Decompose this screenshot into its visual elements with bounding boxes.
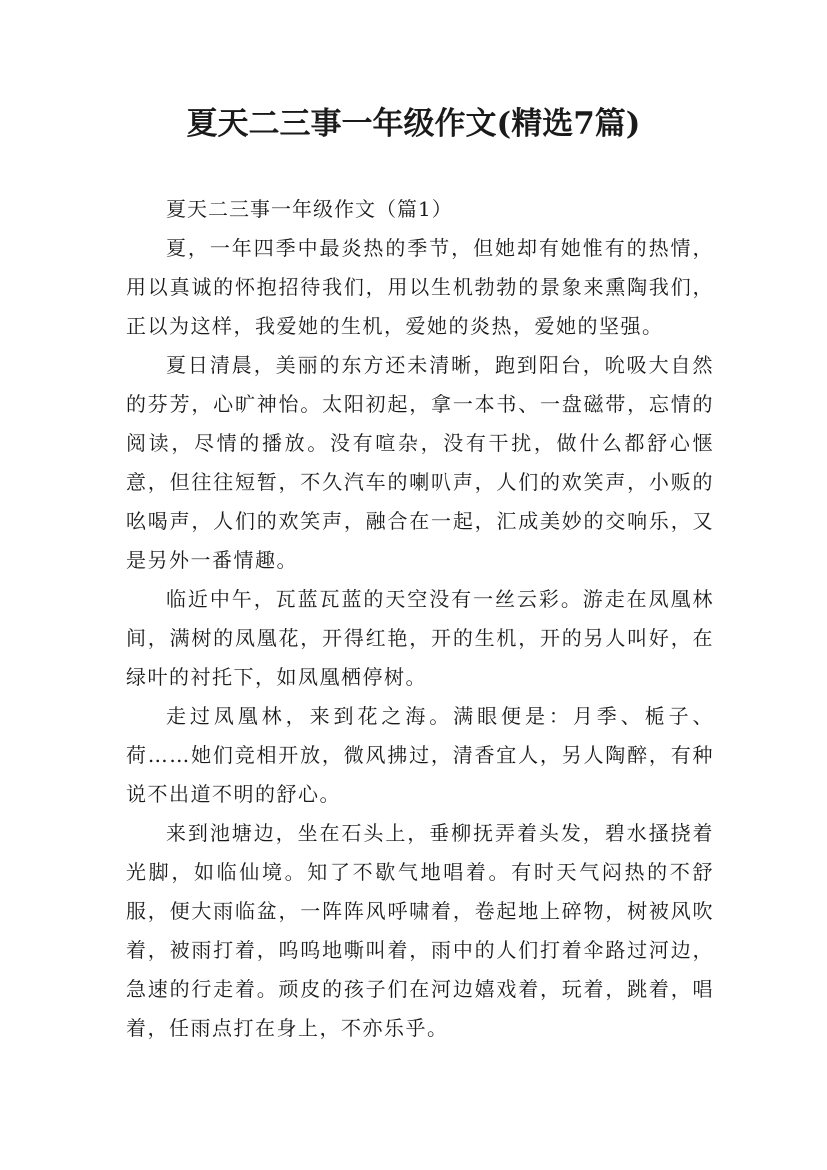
paragraph-3: 临近中午，瓦蓝瓦蓝的天空没有一丝云彩。游走在凤凰林间，满树的凤凰花，开得红艳，开的生机，开的另人叫好，在绿叶的衬托下，如凤凰栖停树。 <box>126 587 714 689</box>
document-body <box>126 190 714 1048</box>
paragraph-2: 夏日清晨，美丽的东方还未清晰，跑到阳台，吮吸大自然的芬芳，心旷神怡。太阳初起，拿一本书、一盘磁带，忘情的阅读，尽情的播放。没有喧杂，没有干扰，做什么都舒心惬意，但往往短暂，不久汽车的喇叭声，人们的欢笑声，小贩的吆喝声，人们的欢笑声，融合在一起，汇成美妙的交响乐，又是另外一番情趣。 <box>126 353 714 572</box>
section-heading: 夏天二三事一年级作文（篇1） <box>166 197 453 221</box>
paragraph-5: 来到池塘边，坐在石头上，垂柳抚弄着头发，碧水搔挠着光脚，如临仙境。知了不歇气地唱着。有时天气闷热的不舒服，便大雨临盆，一阵阵风呼啸着，卷起地上碎物，树被风吹着，被雨打着，呜呜地嘶叫着，雨中的人们打着伞路过河边，急速的行走着。顽皮的孩子们在河边嬉戏着，玩着，跳着，唱着，任雨点打在身上，不亦乐乎。 <box>126 821 714 1040</box>
document-title: 夏天二三事一年级作文(精选7篇) <box>186 106 641 142</box>
paragraph-1: 夏，一年四季中最炎热的季节，但她却有她惟有的热情，用以真诚的怀抱招待我们，用以生机勃勃的景象来熏陶我们，正以为这样，我爱她的生机，爱她的炎热，爱她的坚强。 <box>126 236 714 338</box>
paragraph-4: 走过凤凰林，来到花之海。满眼便是：月季、栀子、荷……她们竞相开放，微风拂过，清香宜人，另人陶醉，有种说不出道不明的舒心。 <box>126 704 714 806</box>
